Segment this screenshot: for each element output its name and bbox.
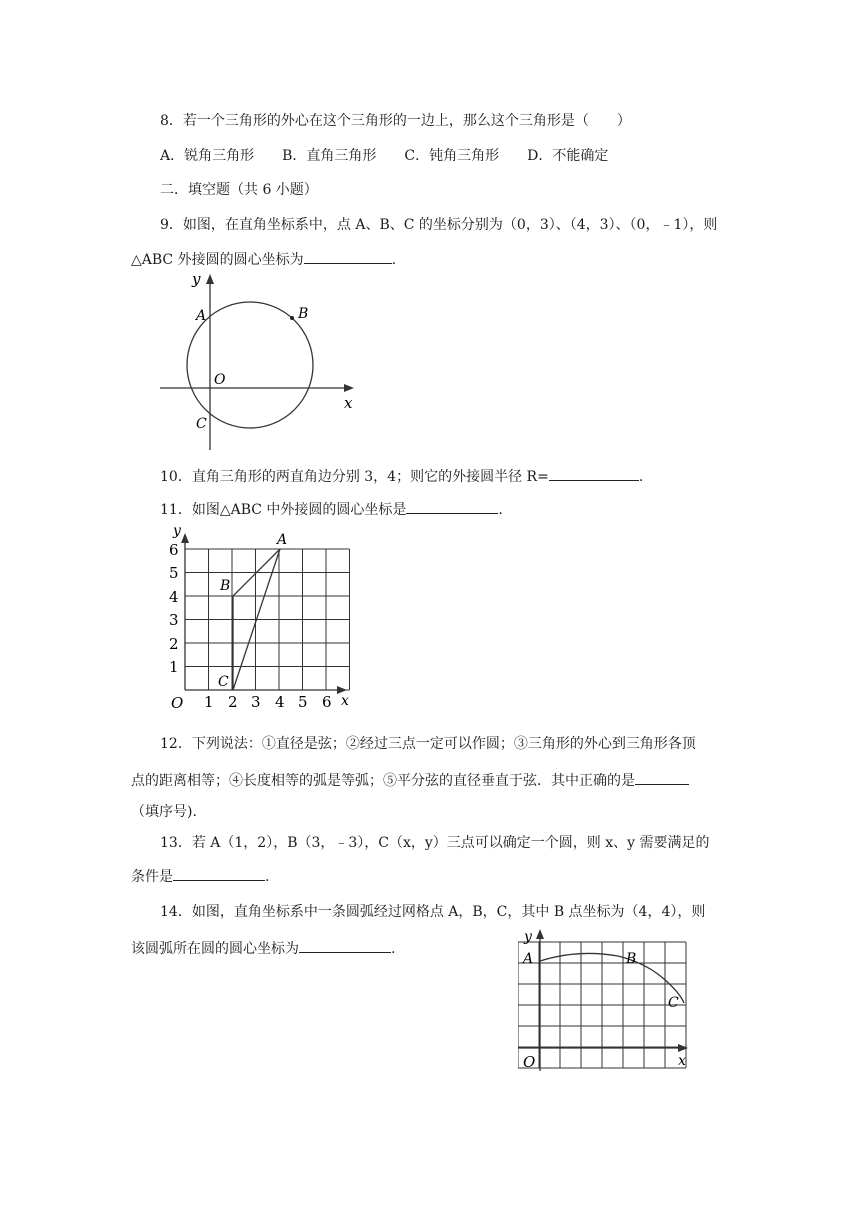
q14-y-arrow-icon	[536, 929, 544, 939]
q13-line2-prefix: 条件是	[131, 869, 173, 885]
q9-point-b	[290, 316, 294, 320]
q11-suffix: .	[498, 502, 503, 518]
q14-line1: 14．如图，直角坐标系中一条圆弧经过网格点 A，B，C，其中 B 点坐标为（4，4），则	[160, 904, 706, 920]
q14-grid	[518, 942, 686, 1068]
q11-ytick-4: 4	[169, 588, 179, 606]
q11-ytick-5: 5	[169, 564, 179, 582]
q14-line2	[131, 938, 395, 958]
q8-option-d: D．不能确定	[527, 148, 609, 164]
q14-line2-prefix: 该圆弧所在圆的圆心坐标为	[131, 941, 299, 957]
q13-line1: 13．若 A（1，2），B（3，﹣3），C（x，y）三点可以确定一个圆，则 x、y 需要满足的	[160, 835, 710, 851]
q9-line2-suffix: .	[391, 252, 397, 268]
q9-label-a: A	[196, 308, 207, 324]
q14-label-b: B	[626, 951, 637, 967]
q14-answer-blank[interactable]	[299, 938, 391, 953]
q11-ytick-2: 2	[169, 635, 179, 653]
q11-xtick-1: 1	[204, 693, 214, 711]
q11-x-label: x	[341, 693, 349, 709]
q11-grid	[185, 549, 350, 690]
q11-figure	[155, 519, 355, 714]
q11-xtick-5: 5	[298, 693, 308, 711]
q12-answer-blank[interactable]	[635, 770, 689, 785]
section-title: 二．填空题（共 6 小题）	[160, 182, 318, 198]
q11-line	[160, 499, 503, 519]
q11-y-label: y	[173, 523, 181, 539]
q9-line2	[131, 249, 396, 269]
q12-line3: （填序号).	[131, 804, 197, 820]
q14-line2-suffix: .	[391, 941, 396, 957]
q11-xtick-3: 3	[251, 693, 261, 711]
q9-x-label: x	[344, 394, 353, 412]
q9-y-arrow-icon	[206, 274, 214, 284]
q14-arc	[540, 953, 684, 1003]
q8-option-a: A．锐角三角形	[160, 148, 255, 164]
q10-prefix: 10．直角三角形的两直角边分别 3，4；则它的外接圆半径 R=	[160, 469, 549, 485]
q11-ytick-3: 3	[169, 611, 179, 629]
q14-label-a: A	[523, 951, 534, 967]
q11-ytick-6: 6	[169, 541, 179, 559]
q14-origin-label: O	[523, 1053, 536, 1071]
q9-y-label: y	[192, 270, 201, 288]
q9-answer-blank[interactable]	[304, 249, 392, 264]
q11-origin-label: O	[171, 694, 184, 712]
q13-answer-blank[interactable]	[173, 866, 265, 881]
q12-line2	[131, 770, 689, 790]
q10-suffix: .	[638, 469, 644, 485]
q9-origin-label: O	[214, 372, 226, 388]
q14-y-label: y	[524, 929, 532, 945]
q11-xtick-6: 6	[322, 693, 332, 711]
q14-x-label: x	[678, 1053, 686, 1069]
q9-figure	[150, 268, 370, 458]
q9-line1: 9．如图，在直角坐标系中，点 A、B、C 的坐标分别为（0，3）、（4，3）、（0，﹣1），则	[160, 217, 718, 233]
q13-line2	[131, 866, 269, 886]
q9-line2-prefix: △ABC 外接圆的圆心坐标为	[131, 252, 304, 268]
q11-xtick-2: 2	[228, 693, 238, 711]
q11-answer-blank[interactable]	[406, 499, 498, 514]
q11-xtick-4: 4	[275, 693, 285, 711]
q8-options	[160, 147, 636, 165]
q11-label-c: C	[218, 674, 229, 690]
q11-prefix: 11．如图△ABC 中外接圆的圆心坐标是	[160, 502, 407, 518]
q9-label-c: C	[196, 416, 207, 432]
q9-x-arrow-icon	[344, 384, 354, 392]
q11-label-a: A	[277, 532, 288, 548]
q11-label-b: B	[220, 578, 231, 594]
q8-option-b: B．直角三角形	[282, 148, 377, 164]
q11-y-arrow-icon	[181, 533, 189, 543]
q14-label-c: C	[668, 995, 679, 1011]
q8-stem: 8．若一个三角形的外心在这个三角形的一边上，那么这个三角形是（ ）	[160, 113, 631, 129]
q14-figure	[518, 925, 690, 1073]
q11-ytick-1: 1	[169, 658, 179, 676]
q12-line2-prefix: 点的距离相等；④长度相等的弧是等弧；⑤平分弦的直径垂直于弦．其中正确的是	[131, 773, 635, 789]
q10-answer-blank[interactable]	[549, 466, 639, 481]
q13-line2-suffix: .	[265, 869, 270, 885]
q10-line	[160, 466, 643, 486]
q8-option-c: C．钝角三角形	[404, 148, 500, 164]
q9-label-b: B	[298, 306, 309, 322]
q12-line1: 12．下列说法：①直径是弦；②经过三点一定可以作圆；③三角形的外心到三角形各顶	[160, 736, 696, 752]
